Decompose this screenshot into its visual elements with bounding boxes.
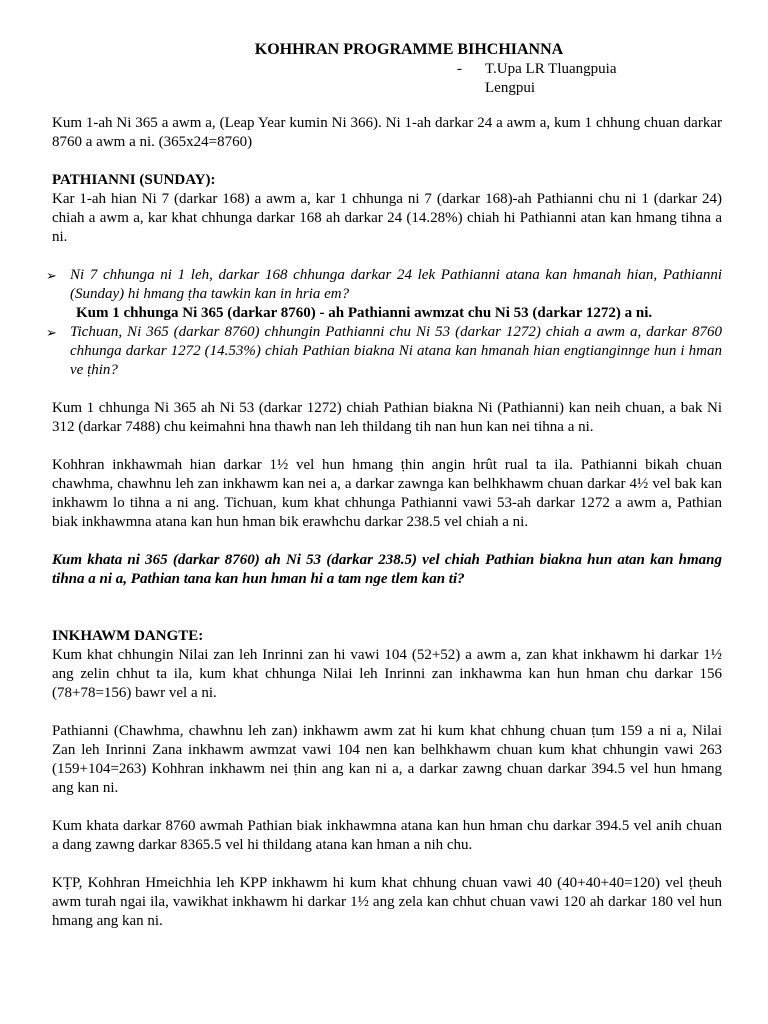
author-block [457,60,722,98]
author-name: T.Upa LR Tluangpuia [485,61,617,77]
bullet-item [46,266,722,304]
bullet-text: Tichuan, Ni 365 (darkar 8760) chhungin Pathianni chu Ni 53 (darkar 1272) chiah a awm a, darkar 8760 chhunga darkar 1272 (14.53%) chiah Pathian biakna Ni atana kan hmanah hian engtianginnge hun i hman ve ṭhin? [70,324,722,378]
bullet-text: Ni 7 chhunga ni 1 leh, darkar 168 chhunga darkar 24 lek Pathianni atana kan hmanah hian, Pathianni (Sunday) hi hmang ṭha tawkin kan in hria em? [70,267,722,302]
document-title: KOHHRAN PROGRAMME BIHCHIANNA [254,41,564,58]
inkhawm-paragraph-3: Kum khata darkar 8760 awmah Pathian biak inkhawmna atana kan hun hman chu darkar 394.5 vel anih chuan a dang zawng darkar 8365.5 vel hi thildang atana kan hman a nih chu. [52,818,722,853]
kohhran-paragraph: Kohhran inkhawmah hian darkar 1½ vel hun hmang ṭhin angin hrût rual ta ila. Pathianni bikah chuan chawhma, chawhnu leh zan inkhawm kan nei a, a darkar zawnga kan belhkhawm chuan darkar 4½ vel bak kan inkhawm lo tihna a ni ang. Tichuan, kum khat chhunga Pathianni vawi 53-ah darkar 1272 a awm a, Pathian biak inkhawmna atana kan hun hman bik erawhchu darkar 238.5 vel chiah a ni. [52,457,722,530]
author-dash: - [457,61,462,77]
arrow-bullet-icon: ➢ [46,325,57,340]
author-place: Lengpui [485,80,535,96]
inkhawm-paragraph-4: KṬP, Kohhran Hmeichhia leh KPP inkhawm hi kum khat chhung chuan vawi 40 (40+40+40=120) vel ṭheuh awm turah ngai ila, vawikhat inkhawm hi darkar 1½ ang zela kan chhut chuan vawi 120 ah darkar 180 vel hun hmang ang kan ni. [52,875,722,929]
arrow-bullet-icon: ➢ [46,268,57,283]
kum-paragraph: Kum 1 chhunga Ni 365 ah Ni 53 (darkar 1272) chiah Pathian biakna Ni (Pathianni) kan neih chuan, a bak Ni 312 (darkar 7488) chu keimahni hna thawh nan leh thildang tih nan hun kan nei tihna a ni. [52,400,722,435]
question-paragraph: Kum khata ni 365 (darkar 8760) ah Ni 53 (darkar 238.5) vel chiah Pathian biakna hun atan kan hmang tihna a ni a, Pathian tana kan hun hman hi a tam nge tlem kan ti? [52,552,722,587]
pathianni-bold-statement: Kum 1 chhunga Ni 365 (darkar 8760) - ah Pathianni awmzat chu Ni 53 (darkar 1272) a ni. [76,305,653,321]
inkhawm-heading: INKHAWM DANGTE: [52,628,204,644]
document-page [46,40,722,931]
inkhawm-paragraph-2: Pathianni (Chawhma, chawhnu leh zan) inkhawm awm zat hi kum khat chhung chuan ṭum 159 a ni a, Nilai Zan leh Inrinni Zana inkhawm awmzat vawi 104 nen kan belhkhawm chuan kum khat chhungin vawi 263 (159+104=263) Kohhran inkhawm nei ṭhin ang kan ni a, a darkar zawng chuan darkar 394.5 vel hun hmang ang kan ni. [52,723,722,796]
pathianni-paragraph: Kar 1-ah hian Ni 7 (darkar 168) a awm a, kar 1 chhunga ni 7 (darkar 168)-ah Pathianni chu ni 1 (darkar 24) chiah a awm a, kar khat chhunga darkar 168 ah darkar 24 (14.28%) chiah hi Pathianni atan kan hmang tihna a ni. [52,191,722,245]
bullet-item [46,323,722,380]
pathianni-bullets-2 [46,323,722,380]
pathianni-bullets [46,266,722,304]
pathianni-heading: PATHIANNI (SUNDAY): [52,172,216,188]
intro-paragraph: Kum 1-ah Ni 365 a awm a, (Leap Year kumin Ni 366). Ni 1-ah darkar 24 a awm a, kum 1 chhung chuan darkar 8760 a awm a ni. (365x24=8760) [52,115,722,150]
inkhawm-paragraph-1: Kum khat chhungin Nilai zan leh Inrinni zan hi vawi 104 (52+52) a awm a, zan khat inkhawm hi darkar 1½ ang zelin chhut ta ila, kum khat chhunga Nilai leh Inrinni zan inkhawma kan hun hman chu darkar 156 (78+78=156) bawr vel a ni. [52,647,722,701]
